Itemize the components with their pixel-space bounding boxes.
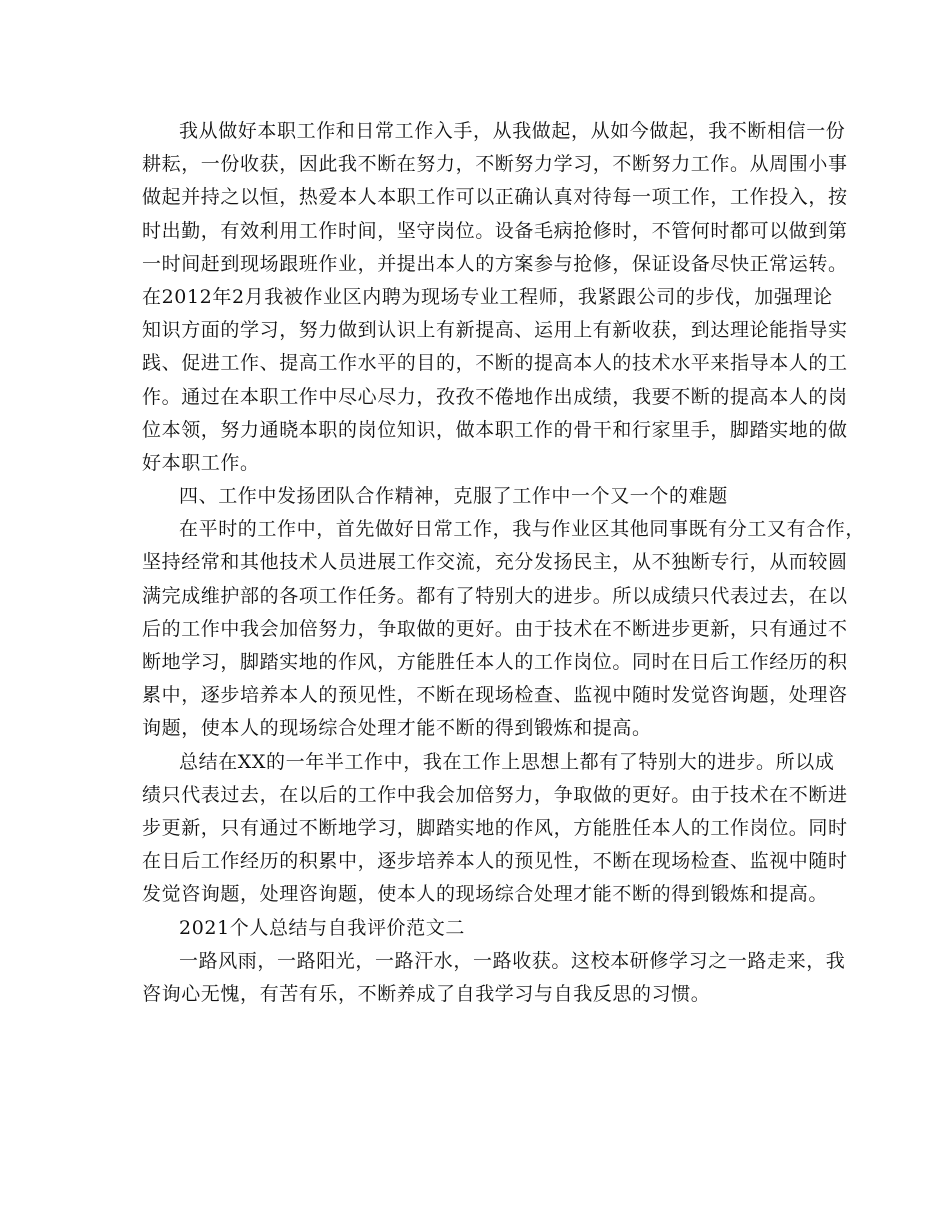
text-line: 一时间赶到现场跟班作业，并提出本人的方案参与抢修，保证设备尽快正常运转。 — [142, 252, 848, 275]
text-line: 总结在XX的一年半工作中，我在工作上思想上都有了特别大的进步。所以成 — [179, 750, 835, 773]
text-line: 在日后工作经历的积累中，逐步培养本人的预见性，不断在现场检查、监视中随时 — [142, 850, 848, 873]
text-line: 耕耘，一份收获，因此我不断在努力，不断努力学习，不断努力工作。从周围小事 — [142, 153, 848, 176]
text-line: 践、促进工作、提高工作水平的目的，不断的提高本人的技术水平来指导本人的工 — [142, 352, 848, 375]
text-line: 在2012年2月我被作业区内聘为现场专业工程师，我紧跟公司的步伐，加强理论 — [142, 285, 833, 308]
text-line: 好本职工作。 — [142, 451, 260, 474]
text-line: 坚持经常和其他技术人员进展工作交流，充分发扬民主，从不独断专行，从而较圆 — [142, 551, 848, 574]
text-line: 累中，逐步培养本人的预见性，不断在现场检查、监视中随时发觉咨询题，处理咨 — [142, 684, 848, 707]
text-line: 断地学习，脚踏实地的作风，方能胜任本人的工作岗位。同时在日后工作经历的积 — [142, 651, 848, 673]
text-line: 作。通过在本职工作中尽心尽力，孜孜不倦地作出成绩，我要不断的提高本人的岗 — [142, 385, 848, 408]
text-line: 后的工作中我会加倍努力，争取做的更好。由于技术在不断进步更新，只有通过不 — [142, 617, 848, 640]
text-line: 绩只代表过去，在以后的工作中我会加倍努力，争取做的更好。由于技术在不断进 — [142, 783, 848, 806]
text-line: 步更新，只有通过不断地学习，脚踏实地的作风，方能胜任本人的工作岗位。同时 — [142, 816, 848, 839]
text-line: 我从做好本职工作和日常工作入手，从我做起，从如今做起，我不断相信一份 — [179, 120, 846, 142]
text-line: 做起并持之以恒，热爱本人本职工作可以正确认真对待每一项工作，工作投入，按 — [142, 186, 848, 209]
text-line: 发觉咨询题，处理咨询题，使本人的现场综合处理才能不断的得到锻炼和提高。 — [142, 883, 829, 906]
text-line: 四、工作中发扬团队合作精神，克服了工作中一个又一个的难题 — [179, 485, 728, 508]
text-line: 咨询心无愧，有苦有乐，不断养成了自我学习与自我反思的习惯。 — [142, 982, 711, 1005]
text-line: 询题，使本人的现场综合处理才能不断的得到锻炼和提高。 — [142, 717, 652, 740]
text-line: 位本领，努力通晓本职的岗位知识，做本职工作的骨干和行家里手，脚踏实地的做 — [142, 418, 848, 441]
document-page — [142, 115, 866, 1011]
text-line: 一路风雨，一路阳光，一路汗水，一路收获。这校本研修学习之一路走来，我 — [179, 949, 846, 972]
text-line: 时出勤，有效利用工作时间，坚守岗位。设备毛病抢修时，不管何时都可以做到第 — [142, 219, 848, 242]
text-line: 在平时的工作中，首先做好日常工作，我与作业区其他同事既有分工又有合作， — [179, 518, 866, 541]
text-line: 2021个人总结与自我评价范文二 — [179, 916, 465, 939]
text-line: 满完成维护部的各项工作任务。都有了特别大的进步。所以成绩只代表过去，在以 — [142, 584, 848, 607]
text-line: 知识方面的学习，努力做到认识上有新提高、运用上有新收获，到达理论能指导实 — [142, 319, 848, 342]
